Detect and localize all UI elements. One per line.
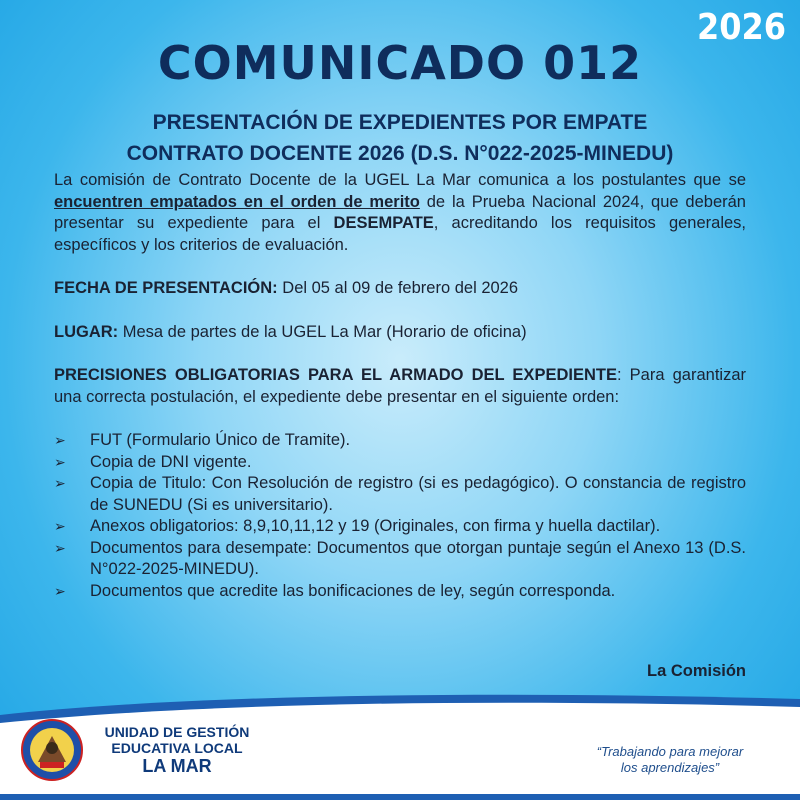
list-item xyxy=(54,581,746,603)
intro-text-1: La comisión de Contrato Docente de la UGEL La Mar comunica a los postulantes que se xyxy=(54,171,746,189)
intro-text-3: , acreditando los requisitos generales, específicos y los criterios de evaluación. xyxy=(54,214,747,254)
lugar-label: LUGAR: xyxy=(54,322,119,341)
org-line-3: LA MAR xyxy=(142,756,212,776)
intro-paragraph xyxy=(54,170,746,256)
ugel-seal-icon xyxy=(20,718,84,782)
list-item xyxy=(54,538,746,581)
list-item-text: Anexos obligatorios: 8,9,10,11,12 y 19 (Originales, con firma y huella dactilar). xyxy=(90,517,661,535)
subtitle-2: CONTRATO DOCENTE 2026 (D.S. N°022-2025-MINEDU) xyxy=(126,142,674,165)
subtitle-1: PRESENTACIÓN DE EXPEDIENTES POR EMPATE xyxy=(152,111,648,134)
arrow-bullet-icon: ➢ xyxy=(54,432,66,448)
arrow-bullet-icon: ➢ xyxy=(54,539,66,556)
announcement-body xyxy=(54,170,746,602)
precisiones-label: PRECISIONES OBLIGATORIAS PARA EL ARMADO DEL EXPEDIENTE xyxy=(54,366,617,384)
intro-text-2: de la Prueba Nacional 2024, que deberán presentar su expediente para el xyxy=(54,192,746,232)
precisiones-value: : Para garantizar una correcta postulación, el expediente debe presentar en el siguiente orden: xyxy=(54,366,746,406)
list-item-text: Documentos que acredite las bonificaciones de ley, según corresponda. xyxy=(90,581,616,600)
list-item xyxy=(54,452,746,474)
org-line-2: EDUCATIVA LOCAL xyxy=(111,740,243,756)
slogan-line-1: “Trabajando para mejorar xyxy=(596,744,744,759)
intro-highlight: encuentren empatados en el orden de merito xyxy=(54,192,420,211)
slogan-line-2: los aprendizajes” xyxy=(620,760,720,775)
page-title: COMUNICADO 012 xyxy=(157,36,643,90)
list-item-text: FUT (Formulario Único de Tramite). xyxy=(90,431,351,449)
organization-name xyxy=(92,724,262,777)
arrow-bullet-icon: ➢ xyxy=(54,475,66,491)
org-line-1: UNIDAD DE GESTIÓN xyxy=(104,724,250,740)
list-item-text: Copia de Titulo: Con Resolución de registro (si es pedagógico). O constancia de registro de SUNEDU (Si es universitario). xyxy=(90,474,746,514)
slogan xyxy=(565,744,775,776)
fecha-value: Del 05 al 09 de febrero del 2026 xyxy=(277,279,519,297)
lugar-value: Mesa de partes de la UGEL La Mar (Horario de oficina) xyxy=(118,322,527,341)
arrow-bullet-icon: ➢ xyxy=(54,582,66,599)
list-item xyxy=(54,516,746,538)
requirements-list xyxy=(54,430,746,602)
lugar-line xyxy=(54,322,746,344)
fecha-line xyxy=(54,278,746,300)
list-item xyxy=(54,430,746,452)
arrow-bullet-icon: ➢ xyxy=(54,453,66,470)
year-badge: 2026 xyxy=(696,6,786,48)
list-item xyxy=(54,473,746,516)
fecha-label: FECHA DE PRESENTACIÓN: xyxy=(54,279,278,297)
list-item-text: Documentos para desempate: Documentos que otorgan puntaje según el Anexo 13 (D.S. N°022-2025-MINEDU). xyxy=(90,538,746,578)
precisiones-paragraph xyxy=(54,365,746,408)
arrow-bullet-icon: ➢ xyxy=(54,518,66,534)
intro-bold-word: DESEMPATE xyxy=(333,214,434,232)
list-item-text: Copia de DNI vigente. xyxy=(90,452,252,471)
signature: La Comisión xyxy=(646,662,746,680)
